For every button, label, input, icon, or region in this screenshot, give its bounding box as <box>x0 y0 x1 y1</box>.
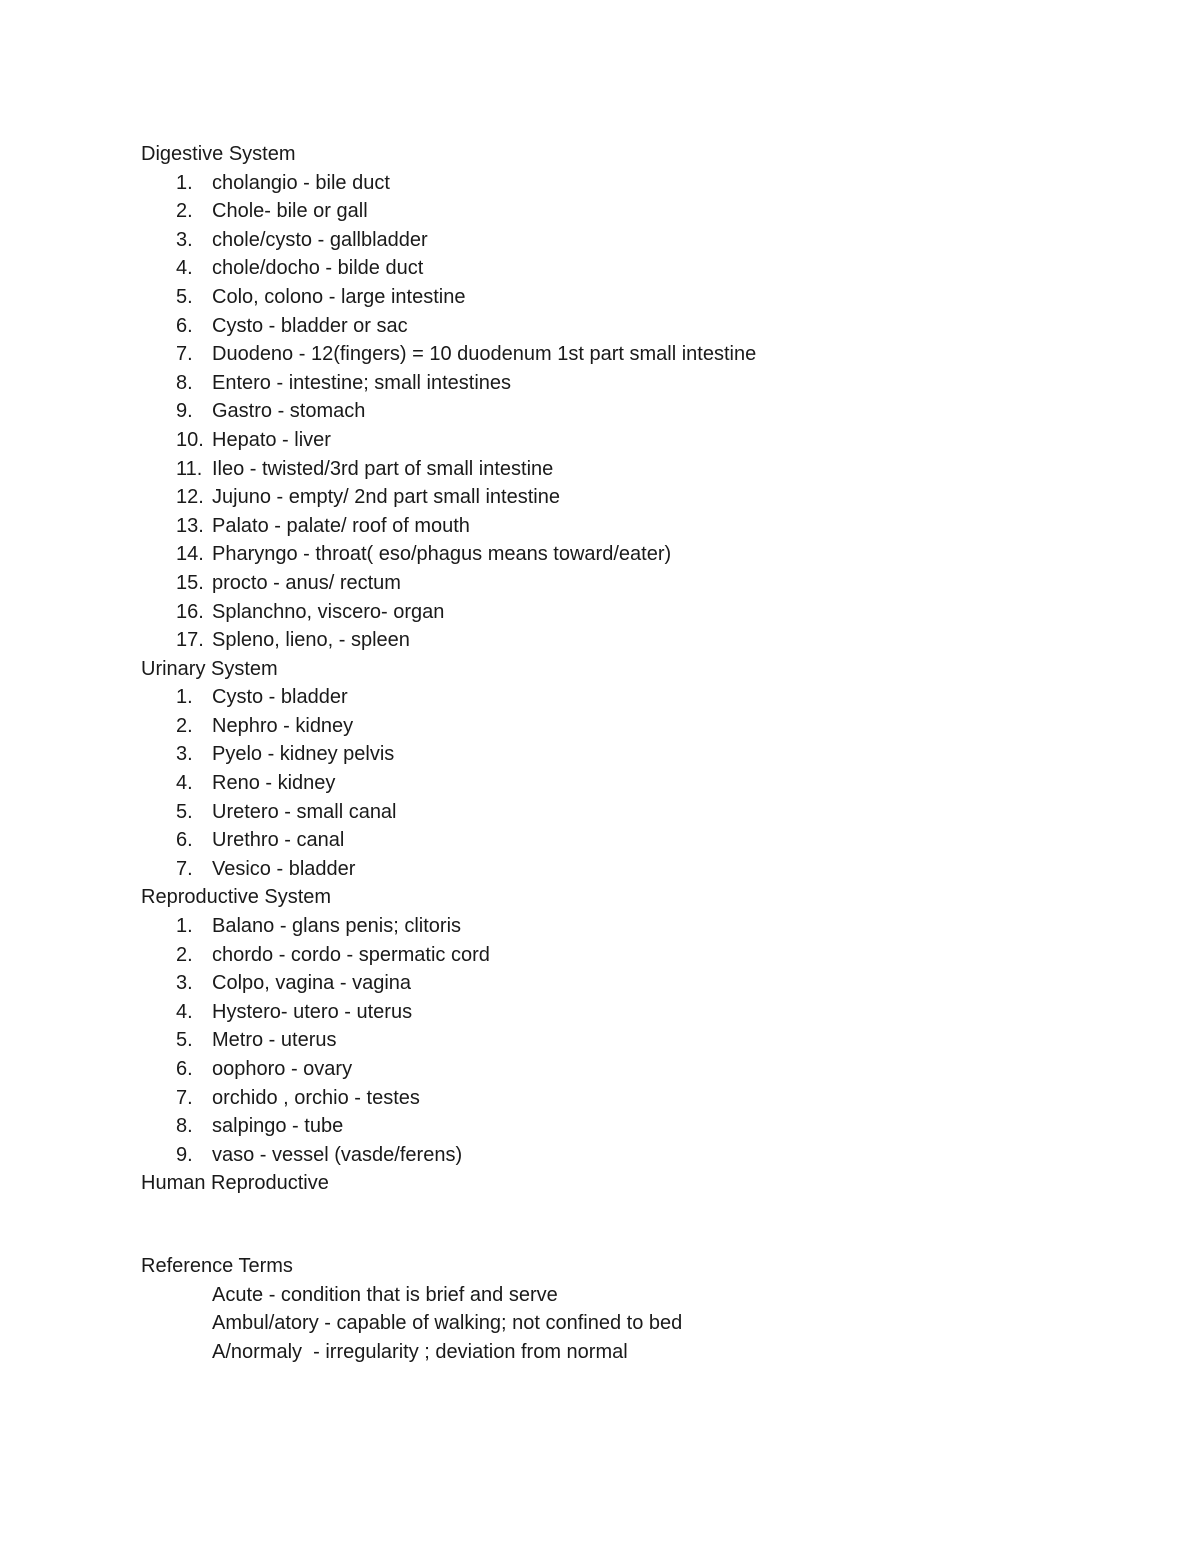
list-item: 5. Uretero - small canal <box>176 800 397 823</box>
reference-term: Ambul/atory - capable of walking; not confined to bed <box>212 1312 683 1335</box>
list-item: 13. Palato - palate/ roof of mouth <box>176 514 470 537</box>
list-item: 1. Cysto - bladder <box>176 686 348 709</box>
section-title-urinary: Urinary System <box>141 657 278 680</box>
list-item: 15. procto - anus/ rectum <box>176 571 401 594</box>
digestive-list <box>141 169 1141 655</box>
list-item: 17. Spleno, lieno, - spleen <box>176 629 410 652</box>
list-item: 3. Pyelo - kidney pelvis <box>176 743 395 766</box>
reference-term: A/normaly - irregularity ; deviation from normal <box>212 1340 628 1363</box>
list-item: 8. salpingo - tube <box>176 1115 344 1138</box>
section-title-digestive: Digestive System <box>141 143 296 165</box>
list-item: 7. Duodeno - 12(fingers) = 10 duodenum 1st part small intestine <box>176 343 757 366</box>
reference-term: Acute - condition that is brief and serve <box>212 1283 558 1306</box>
list-item: 4. Reno - kidney <box>176 772 336 795</box>
list-item: 4. Hystero- utero - uterus <box>176 1000 413 1023</box>
list-item: 9. Gastro - stomach <box>176 400 366 423</box>
list-item: 6. oophoro - ovary <box>176 1058 353 1080</box>
blank-space <box>141 1198 1141 1252</box>
list-item: 9. vaso - vessel (vasde/ferens) <box>176 1143 463 1166</box>
urinary-list <box>141 683 1141 883</box>
list-item: 10. Hepato - liver <box>176 428 331 451</box>
list-item: 16. Splanchno, viscero- organ <box>176 600 445 623</box>
list-item: 3. chole/cysto - gallbladder <box>176 228 428 251</box>
section-title-reproductive: Reproductive System <box>141 886 332 909</box>
section-title-human-reproductive: Human Reproductive <box>141 1172 329 1195</box>
list-item: 6. Urethro - canal <box>176 829 345 852</box>
list-item: 1. Balano - glans penis; clitoris <box>176 915 462 938</box>
list-item: 12. Jujuno - empty/ 2nd part small intestine <box>176 486 560 509</box>
document-body <box>141 140 1141 1366</box>
list-item: 14. Pharyngo - throat( eso/phagus means toward/eater) <box>176 543 672 566</box>
list-item: 2. Nephro - kidney <box>176 714 354 737</box>
list-item: 7. Vesico - bladder <box>176 857 356 880</box>
list-item: 2. Chole- bile or gall <box>176 200 368 223</box>
section-title-reference: Reference Terms <box>141 1254 293 1277</box>
list-item: 1. cholangio - bile duct <box>176 171 390 194</box>
reproductive-list <box>141 912 1141 1169</box>
list-item: 8. Entero - intestine; small intestines <box>176 371 512 394</box>
reference-terms-list <box>141 1281 1141 1367</box>
list-item: 7. orchido , orchio - testes <box>176 1086 420 1109</box>
list-item: 2. chordo - cordo - spermatic cord <box>176 943 490 966</box>
list-item: 5. Metro - uterus <box>176 1029 337 1052</box>
list-item: 5. Colo, colono - large intestine <box>176 285 466 308</box>
list-item: 4. chole/docho - bilde duct <box>176 257 424 280</box>
list-item: 11. Ileo - twisted/3rd part of small intestine <box>176 457 554 480</box>
list-item: 6. Cysto - bladder or sac <box>176 314 408 337</box>
list-item: 3. Colpo, vagina - vagina <box>176 972 412 995</box>
